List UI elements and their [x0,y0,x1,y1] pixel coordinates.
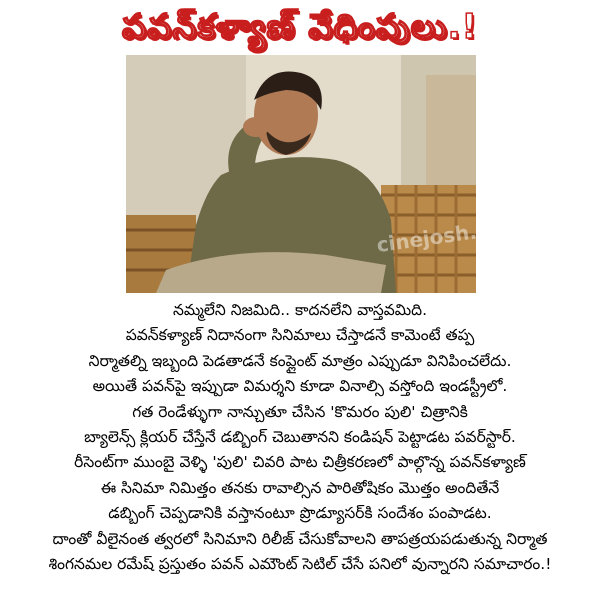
body-line: నిర్మాతల్ని ఇబ్బంది పెడతాడనే కంప్లైంట్ మాత్రం ఎప్పుడూ వినిపించలేదు. [88,351,512,370]
body-line: శింగనమల రమేష్ ప్రస్తుతం పవన్ ఎమౌంట్ సెటిల్ చేసే పనిలో వున్నారని సమాచారం.! [48,555,552,574]
body-line: అయితే పవన్‌పై ఇప్పుడా విమర్శని కూడా వినాల్సి వస్తోంది ఇండస్ట్రీలో. [92,377,508,396]
body-line: దాంతో వీలైనంత త్వరలో సినిమాని రిలీజ్ చేసుకోవాలని తాపత్రయపడుతున్న నిర్మాత [52,529,548,548]
body-line: బ్యాలెన్స్ క్లియర్ చేస్తేనే డబ్బింగ్ చెబుతానని కండిషన్ పెట్టాడట పవర్‌స్టార్. [84,428,516,447]
body-line: ఈ సినిమా నిమిత్తం తనకు రావాల్సిన పారితోషికం మొత్తం అందితేనే [100,478,500,497]
photo-illustration [126,55,476,293]
article-body [20,298,580,577]
body-line: డబ్బింగ్ చెప్పడానికి వస్తానంటూ ప్రొడ్యూసర్‌కి సందేశం పంపాడట. [108,504,492,523]
body-line: పవన్‌కళ్యాణ్ నిదానంగా సినిమాలు చేస్తాడనే కామెంటే తప్ప [125,326,475,345]
body-line: గత రెండేళ్ళుగా నాన్చుతూ చేసిన 'కొమరం పులి' చిత్రానికి [132,402,468,421]
photo-watermark: cinejosh.com [375,212,525,258]
body-line: నమ్మలేని నిజమిది.. కాదనలేని వాస్తవమిది. [172,301,428,319]
article-title: పవన్‌కళ్యాణ్ వేధింపులు.! [121,7,479,47]
article-photo [126,55,525,293]
body-line: రీసెంట్‌గా ముంబై వెళ్ళి 'పులి' చివరి పాట చిత్రీకరణలో పాల్గొన్న పవన్‌కళ్యాణ్ [74,453,526,472]
